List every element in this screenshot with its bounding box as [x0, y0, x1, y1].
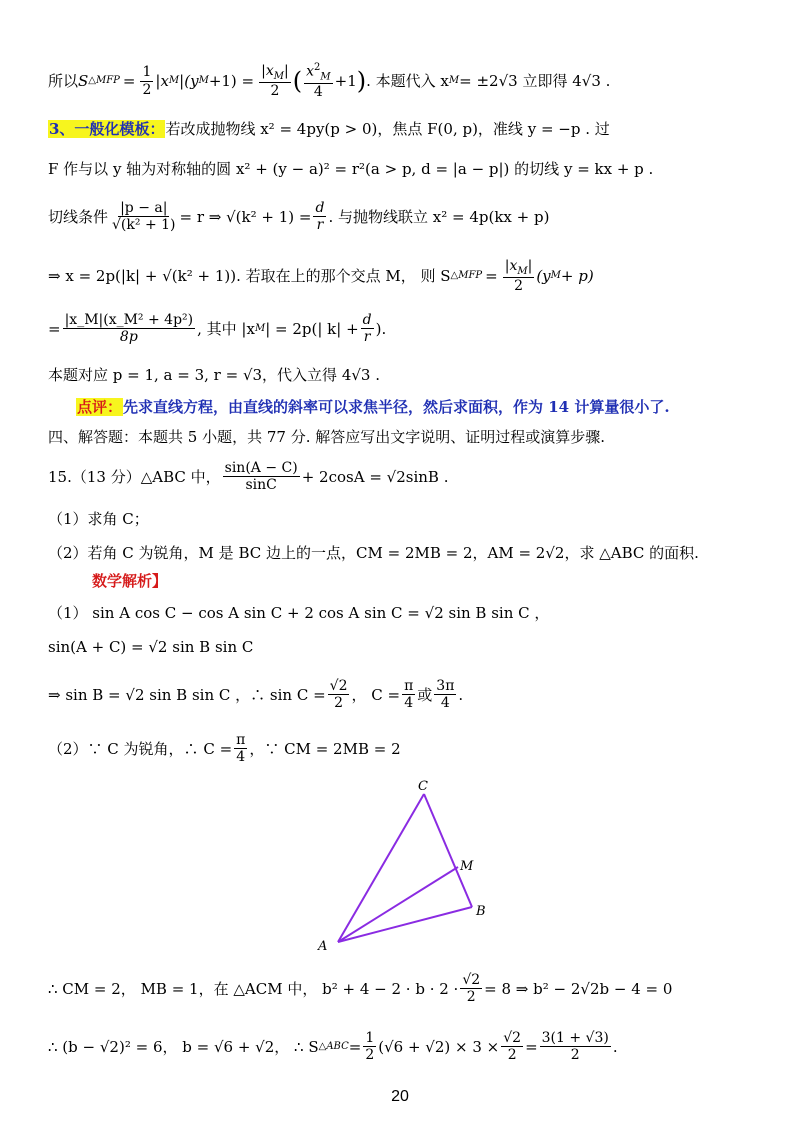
text: + p) [560, 267, 594, 286]
text: F 作与以 y 轴为对称轴的圆 x² + (y − a)² = r²(a > p, d = |a − p|) 的切线 y = kx + p . [48, 160, 654, 178]
text: sin(A + C) = √2 sin B sin C [48, 638, 254, 656]
m-subscript: M [168, 75, 180, 87]
line-comment [76, 398, 670, 416]
fraction-half: $\frac{1}{2}$ [142, 64, 152, 98]
label-b: B [476, 904, 486, 919]
fraction-sqrt2-2: $\frac{√2}{2}$ [503, 1030, 522, 1064]
m-subscript: M [198, 75, 209, 87]
text: ∴ CM = 2， MB = 1，在 △ACM 中， b² + 4 − 2 · b · 2 · [48, 979, 459, 998]
section-heading: 四、解答题：本题共 5 小题，共 77 分. 解答应写出文字说明、证明过程或演算步骤. [48, 428, 606, 446]
side-ba [338, 907, 472, 942]
text: . [612, 1037, 618, 1056]
solution-label: 数学解析】 [92, 572, 168, 590]
text: ⇒ sin B = √2 sin B sin C ，∴ sin C = [48, 685, 326, 704]
text: 或 [417, 685, 433, 704]
line-general-template [48, 120, 610, 138]
text: 切线条件 [48, 207, 109, 226]
text: 15.（13 分）△ABC 中， [48, 467, 221, 486]
triangle-diagram [300, 770, 520, 960]
comment-label: 点评： [77, 398, 123, 416]
fraction-xm2-4: $\frac{x^2_M}{4}$ [306, 62, 331, 100]
fraction-area-result: $\frac{3(1 + √3)}{2}$ [541, 1030, 609, 1064]
paren-y: |(y [179, 72, 199, 91]
line-q1 [48, 510, 149, 528]
line-problem-15 [48, 460, 448, 493]
label-c: C [418, 779, 428, 794]
fraction-half: $\frac{1}{2}$ [365, 1030, 375, 1064]
fraction-d-r: $\frac{d}{r}$ [362, 312, 372, 346]
line-section-heading [48, 428, 605, 446]
line-sol2-c: ∴ (b − √2)² = 6， b = √6 + √2， ∴ S △ABC = $\frac{1}{2}$ (√6 + √2) × 3 × $\frac{√2}{2}$ = $\frac{3(1 + √3)}{2}$ . [48, 1030, 618, 1064]
side-cb [424, 794, 472, 907]
text: （2）∵ C 为锐角，∴ C = [48, 739, 233, 758]
text: ⇒ x = 2p(|k| + √(k² + 1)). 若取在上的那个交点 M， 则 S [48, 267, 451, 286]
line-sol2-b [48, 972, 672, 1005]
line-tangent-circle [48, 160, 653, 178]
line-tangent-condition [48, 200, 549, 233]
text: = ±2√3 立即得 4√3 . [459, 72, 611, 91]
text: . 本题代入 x [366, 72, 449, 91]
fraction-distance: $\frac{|p - a|}{\text{√(k² + 1)}}$ [112, 200, 176, 234]
equals: = [485, 267, 498, 286]
text: （1）求角 C； [48, 510, 149, 528]
text: , 其中 |x [197, 319, 255, 338]
fraction-area: $\frac{\text{|x\_M|(x\_M² + 4p²)}}{8p}$ [64, 312, 194, 346]
text: ， C = [351, 685, 401, 704]
fraction-sin: $\frac{\sin(A - C)}{\sin C}$ [224, 460, 298, 494]
text: 若改成抛物线 x² = 4py(p > 0)，焦点 F(0, p)，准线 y = −p . 过 [165, 120, 610, 138]
section-label: 3、一般化模板： [49, 120, 165, 138]
text: ). [375, 319, 387, 338]
comment-text: 先求直线方程，由直线的斜率可以求焦半径，然后求面积，作为 14 计算量很小了. [123, 398, 670, 416]
fraction-3pi-4: $\frac{3\pi}{4}$ [436, 678, 455, 712]
line-intersection: ⇒ x = 2p(|k| + √(k² + 1)). 若取在上的那个交点 M， 则 S △MFP = $\frac{|x_M|}{2}$ (y M + p) [48, 258, 594, 295]
text: + 2cosA = √2sinB . [301, 467, 449, 486]
fraction-pi-4: $\frac{\pi}{4}$ [236, 732, 246, 766]
text: . 与抛物线联立 x² = 4p(kx + p) [328, 207, 550, 226]
equals: = [122, 72, 136, 91]
line-q2 [48, 544, 699, 562]
equals: = [48, 319, 61, 338]
line-sol1-b [48, 638, 253, 656]
fraction-pi-4: $\frac{\pi}{4}$ [404, 678, 414, 712]
line-sol1-c [48, 678, 463, 711]
fraction-sqrt2-2: $\frac{√2}{2}$ [329, 678, 348, 712]
label-a: A [318, 939, 328, 954]
paren-close: ) [356, 66, 367, 95]
triangle-lines [338, 794, 472, 942]
fraction-xm-2: $\frac{|x_M|}{2}$ [504, 258, 533, 295]
line-area-formula: 所以 S △MFP = $\frac{1}{2}$ |x M |(y M +1) = $\frac{|x_M|}{2}$ ( $\frac{x^2_M}{4}$ +1 ) . 本题代入 x M = ±2√3 立即得 4√3 . [48, 62, 611, 100]
equals: = [348, 1037, 362, 1056]
text: = 8 ⇒ b² − 2√2b − 4 = 0 [484, 979, 673, 998]
fraction-xm-2: $\frac{|x_M|}{2}$ [261, 62, 289, 100]
plus-one: +1 [334, 72, 357, 91]
text: | = 2p(| k| + [265, 319, 359, 338]
text: (y [536, 267, 551, 286]
paren-open: ( [292, 66, 303, 95]
s-symbol: S [78, 72, 89, 91]
side-ac [338, 794, 424, 942]
line-area-expression: = $\frac{\text{|x\_M|(x\_M² + 4p²)}}{8p}$ , 其中 |x M | = 2p(| k| + $\frac{d}{r}$ ). [48, 312, 387, 346]
fraction-d-r: $\frac{d}{r}$ [315, 200, 325, 234]
line-sol2-a [48, 732, 401, 765]
abs-x: |x [155, 72, 169, 91]
equals: = [525, 1037, 538, 1056]
segment-am [338, 867, 458, 942]
line-solution-label [92, 572, 167, 590]
page-number: 20 [391, 1088, 409, 1105]
label-m: M [460, 859, 474, 874]
text: ，∵ CM = 2MB = 2 [249, 739, 401, 758]
plus-one: +1) = [208, 72, 255, 91]
text: . [458, 685, 464, 704]
text: ∴ (b − √2)² = 6， b = √6 + √2， ∴ S [48, 1037, 319, 1056]
line-substitute [48, 366, 380, 384]
text: （1） sin A cos C − cos A sin C + 2 cos A sin C = √2 sin B sin C ， [48, 604, 550, 622]
text: (√6 + √2) × 3 × [378, 1037, 500, 1056]
text: （2）若角 C 为锐角，M 是 BC 边上的一点，CM = 2MB = 2，AM = 2√2，求 △ABC 的面积. [48, 544, 699, 562]
text: = r ⇒ √(k² + 1) = [179, 207, 312, 226]
text: 本题对应 p = 1, a = 3, r = √3，代入立得 4√3 . [48, 366, 381, 384]
s-subscript: △MFP [88, 75, 120, 87]
fraction-sqrt2-2: $\frac{√2}{2}$ [462, 972, 481, 1006]
line-sol1-a [48, 604, 549, 622]
text: 所以 [48, 72, 79, 91]
